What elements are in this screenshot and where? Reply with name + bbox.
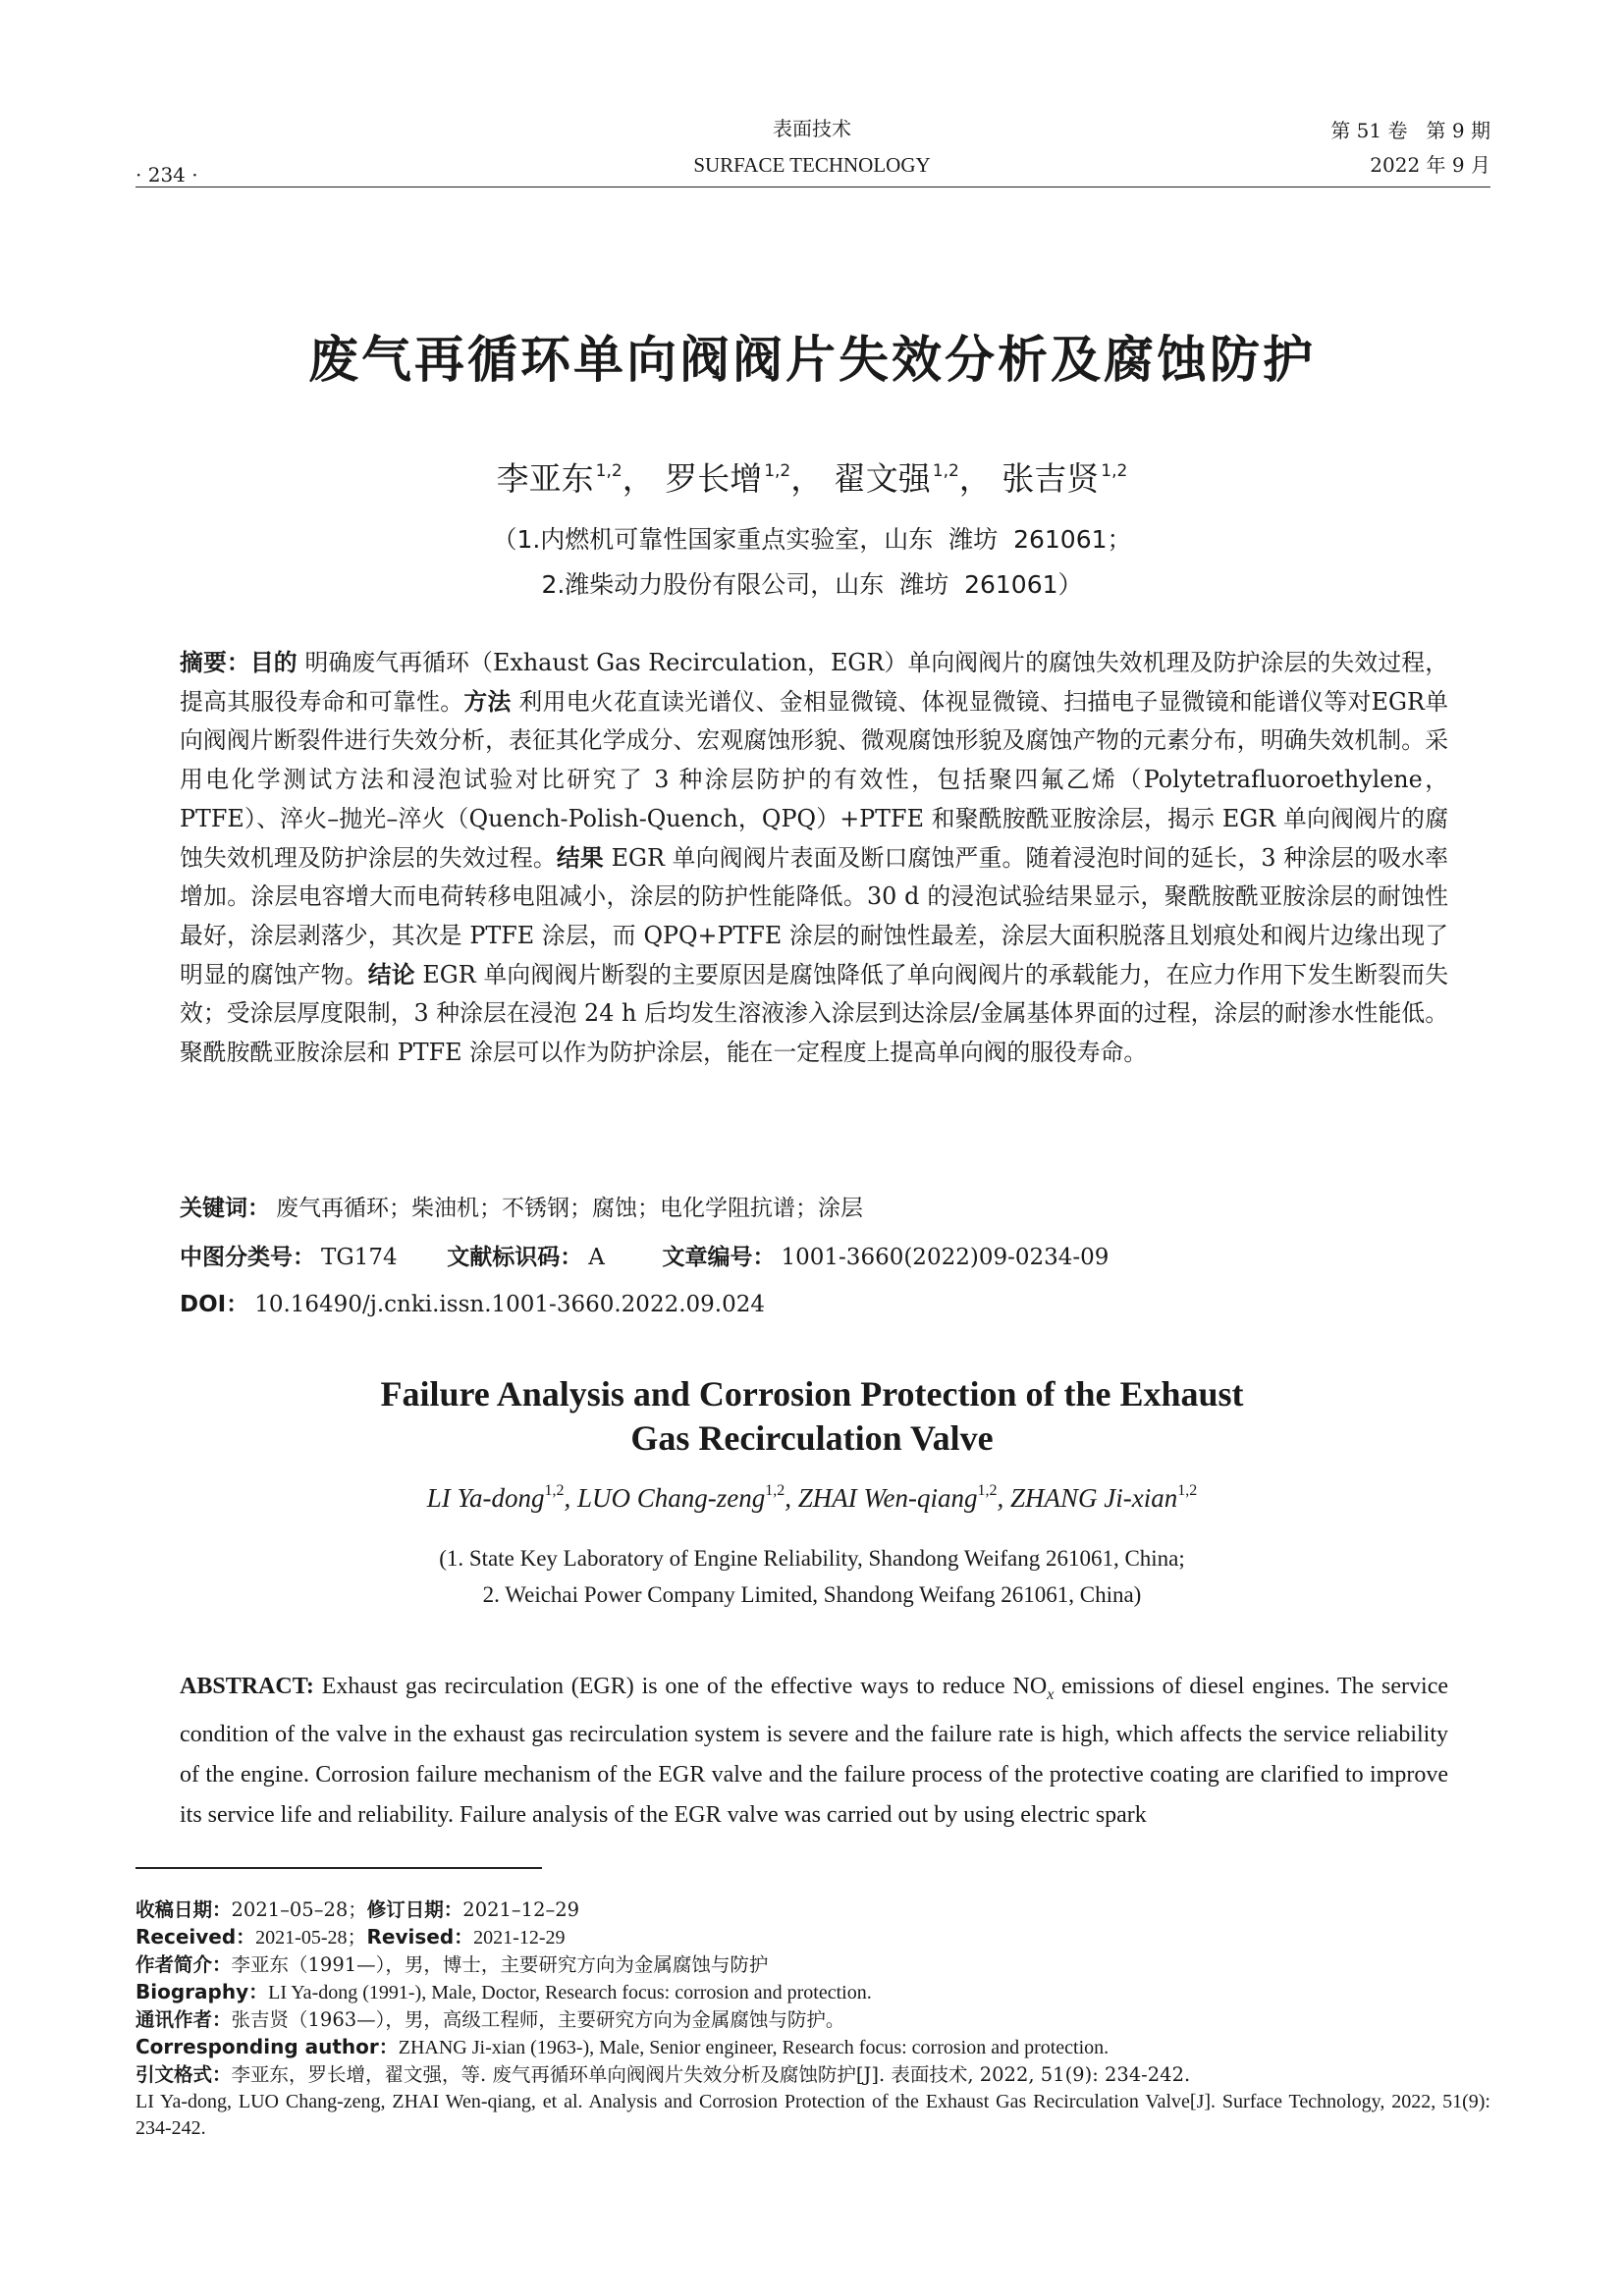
author-affil-sup: 1,2 bbox=[765, 1482, 785, 1499]
author-affil-sup: 1,2 bbox=[977, 1482, 998, 1499]
affiliation-en-1: (1. State Key Laboratory of Engine Reliability, Shandong Weifang 261061, China; bbox=[439, 1546, 1185, 1571]
method-label: 方法 bbox=[463, 687, 512, 716]
footnote-bio-cn bbox=[135, 1951, 1490, 1978]
journal-name-en: SURFACE TECHNOLOGY bbox=[693, 153, 931, 177]
issue-date: 2022 年 9 月 bbox=[1370, 153, 1490, 177]
footnote-bio-en bbox=[135, 1979, 1490, 2006]
doi-value: 10.16490/j.cnki.issn.1001-3660.2022.09.024 bbox=[254, 1292, 765, 1317]
author-en: ZHANG Ji-xian bbox=[1010, 1483, 1178, 1513]
keywords-value: 废气再循环；柴油机；不锈钢；腐蚀；电化学阻抗谱；涂层 bbox=[276, 1196, 863, 1221]
author-cn: 张吉贤 bbox=[1001, 459, 1100, 498]
author-en: LI Ya-dong bbox=[426, 1483, 545, 1513]
author-separator: , bbox=[564, 1483, 578, 1513]
result-label: 结果 bbox=[556, 843, 604, 872]
doc-code-label: 文献标识码： bbox=[447, 1245, 583, 1270]
author-separator: ， bbox=[958, 459, 992, 498]
footnote-cite-cn bbox=[135, 2061, 1490, 2088]
revised-en-label: Revised： bbox=[366, 1925, 474, 1949]
revised-cn-value: 2021–12–29 bbox=[462, 1898, 580, 1921]
affiliation-cn-1: （1.内燃机可靠性国家重点实验室，山东 潍坊 261061； bbox=[492, 525, 1132, 554]
keywords-label: 关键词： bbox=[180, 1196, 270, 1221]
classification bbox=[180, 1239, 1109, 1271]
article-number-label: 文章编号： bbox=[662, 1245, 776, 1270]
purpose-text: 明确废气再循环（Exhaust Gas Recirculation，EGR）单向阀阀片的腐蚀失效机理及防护涂层的失效过程，提高其服役寿命和可靠性。 bbox=[180, 649, 1449, 716]
title-en-line-1: Failure Analysis and Corrosion Protection of the Exhaust bbox=[380, 1374, 1244, 1414]
clc-label: 中图分类号： bbox=[180, 1245, 315, 1270]
bio-cn-label: 作者简介： bbox=[135, 1953, 232, 1976]
cite-cn-value: 李亚东，罗长增，翟文强，等. 废气再循环单向阀阀片失效分析及腐蚀防护[J]. 表面技术, 2022, 51(9): 234-242. bbox=[231, 2063, 1191, 2086]
received-en-label: Received： bbox=[135, 1925, 256, 1949]
abstract-en-label: ABSTRACT: bbox=[180, 1674, 314, 1699]
volume-issue: 第 51 卷 第 9 期 bbox=[1330, 119, 1490, 142]
title-en-line-2: Gas Recirculation Valve bbox=[630, 1418, 994, 1458]
author-separator: , bbox=[997, 1483, 1011, 1513]
author-affil-sup: 1,2 bbox=[764, 461, 791, 481]
received-cn-label: 收稿日期： bbox=[135, 1898, 232, 1921]
footnote-corr-en bbox=[135, 2034, 1490, 2061]
abstract-en-text: Exhaust gas recirculation (EGR) is one of the effective ways to reduce NO bbox=[313, 1674, 1048, 1699]
affiliation-cn-2: 2.潍柴动力股份有限公司，山东 潍坊 261061） bbox=[541, 570, 1083, 599]
page-number: · 234 · bbox=[135, 163, 198, 187]
received-en-value: 2021-05-28； bbox=[255, 1927, 367, 1949]
footnote-rule bbox=[135, 1867, 542, 1869]
title-en bbox=[0, 1372, 1624, 1461]
keywords bbox=[180, 1190, 863, 1222]
author-affil-sup: 1,2 bbox=[932, 461, 959, 481]
cite-cn-label: 引文格式： bbox=[135, 2063, 232, 2086]
result-text: EGR 单向阀阀片表面及断口腐蚀严重。随着浸泡时间的延长，3 种涂层的吸水率增加。涂层电容增大而电荷转移电阻减小，涂层的防护性能降低。30 d 的浸泡试验结果显示，聚酰胺酰亚胺涂层的耐蚀性最好，涂层剥落少，其次是 PTFE 涂层，而 QPQ+PTFE 涂层的耐蚀性最差，涂层大面积脱落且划痕处和阀片边缘出现了明显的腐蚀产物。 bbox=[180, 843, 1449, 988]
author-cn: 李亚东 bbox=[496, 459, 594, 498]
doc-code-value: A bbox=[588, 1245, 605, 1270]
bio-cn-value: 李亚东（1991—），男，博士，主要研究方向为金属腐蚀与防护 bbox=[231, 1953, 769, 1976]
abstract-en-text-cont: emissions of diesel engines. The service condition of the valve in the exhaust gas recirculation system is severe and the failure rate is high, which affects the service reliability of the engine. Corrosion failure mechanism of the EGR valve and the failure process of the protective coating are clarified to improve its service life and reliability. Failure analysis of the EGR valve was carried out by using electric spark bbox=[180, 1674, 1448, 1828]
footnote-corr-cn bbox=[135, 2006, 1490, 2033]
corr-cn-value: 张吉贤（1963—），男，高级工程师，主要研究方向为金属腐蚀与防护。 bbox=[231, 2008, 845, 2031]
author-en: ZHAI Wen-qiang bbox=[797, 1483, 978, 1513]
revised-en-value: 2021-12-29 bbox=[473, 1927, 566, 1949]
author-cn: 翟文强 bbox=[833, 459, 931, 498]
article-number-value: 1001-3660(2022)09-0234-09 bbox=[781, 1245, 1110, 1270]
method-text: 利用电火花直读光谱仪、金相显微镜、体视显微镜、扫描电子显微镜和能谱仪等对EGR单向阀阀片断裂件进行失效分析，表征其化学成分、宏观腐蚀形貌、微观腐蚀形貌及腐蚀产物的元素分布，明确失效机制。采用电化学测试方法和浸泡试验对比研究了 3 种涂层防护的有效性，包括聚四氟乙烯（Polytetrafluoroethylene，PTFE）、淬火–抛光–淬火（Quench-Polish-Quench，QPQ）+PTFE 和聚酰胺酰亚胺涂层，揭示 EGR 单向阀阀片的腐蚀失效机理及防护涂层的失效过程。 bbox=[180, 687, 1448, 872]
title-cn: 废气再循环单向阀阀片失效分析及腐蚀防护 bbox=[307, 332, 1316, 390]
author-cn: 罗长增 bbox=[665, 459, 763, 498]
author-separator: , bbox=[785, 1483, 798, 1513]
conclusion-label: 结论 bbox=[367, 960, 415, 988]
author-affil-sup: 1,2 bbox=[544, 1482, 565, 1499]
nox-subscript: x bbox=[1047, 1685, 1055, 1703]
bio-en-label: Biography： bbox=[135, 1980, 269, 2003]
clc-value: TG174 bbox=[321, 1245, 398, 1270]
journal-name-cn: 表面技术 bbox=[773, 117, 851, 140]
revised-cn-label: 修订日期： bbox=[366, 1898, 463, 1921]
author-affil-sup: 1,2 bbox=[1101, 461, 1128, 481]
footnote-received-cn bbox=[135, 1896, 1490, 1923]
corr-en-value: ZHANG Ji-xian (1963-), Male, Senior engineer, Research focus: corrosion and protection. bbox=[398, 2037, 1110, 2058]
purpose-label: 目的 bbox=[249, 649, 298, 676]
abstract-en bbox=[180, 1667, 1448, 1836]
received-cn-value: 2021–05–28； bbox=[231, 1898, 367, 1921]
conclusion-text: EGR 单向阀阀片断裂的主要原因是腐蚀降低了单向阀阀片的承载能力，在应力作用下发生断裂而失效；受涂层厚度限制，3 种涂层在浸泡 24 h 后均发生溶液渗入涂层到达涂层/金属基体界面的过程，涂层的耐渗水性能低。聚酰胺酰亚胺涂层和 PTFE 涂层可以作为防护涂层，能在一定程度上提高单向阀的服役寿命。 bbox=[180, 960, 1448, 1067]
doi-label: DOI： bbox=[180, 1292, 249, 1317]
authors-cn bbox=[0, 454, 1624, 500]
author-separator: ， bbox=[790, 459, 824, 498]
doi bbox=[180, 1286, 765, 1318]
author-affil-sup: 1,2 bbox=[1177, 1482, 1198, 1499]
author-separator: ， bbox=[622, 459, 655, 498]
corr-en-label: Corresponding author： bbox=[135, 2035, 399, 2058]
author-affil-sup: 1,2 bbox=[595, 461, 623, 481]
footnote-cite-en: LI Ya-dong, LUO Chang-zeng, ZHAI Wen-qiang, et al. Analysis and Corrosion Protection of the Exhaust Gas Recirculation Valve[J]. Surface Technology, 2022, 51(9): 234-242. bbox=[135, 2091, 1490, 2139]
corr-cn-label: 通讯作者： bbox=[135, 2008, 232, 2031]
authors-en bbox=[0, 1482, 1624, 1514]
abstract-cn bbox=[180, 644, 1448, 1073]
bio-en-value: LI Ya-dong (1991-), Male, Doctor, Research focus: corrosion and protection. bbox=[268, 1982, 872, 2003]
abstract-label: 摘要： bbox=[180, 649, 250, 676]
footnote-received-en bbox=[135, 1924, 1490, 1951]
affiliation-en-2: 2. Weichai Power Company Limited, Shandong Weifang 261061, China) bbox=[482, 1582, 1142, 1607]
author-en: LUO Chang-zeng bbox=[577, 1483, 766, 1513]
